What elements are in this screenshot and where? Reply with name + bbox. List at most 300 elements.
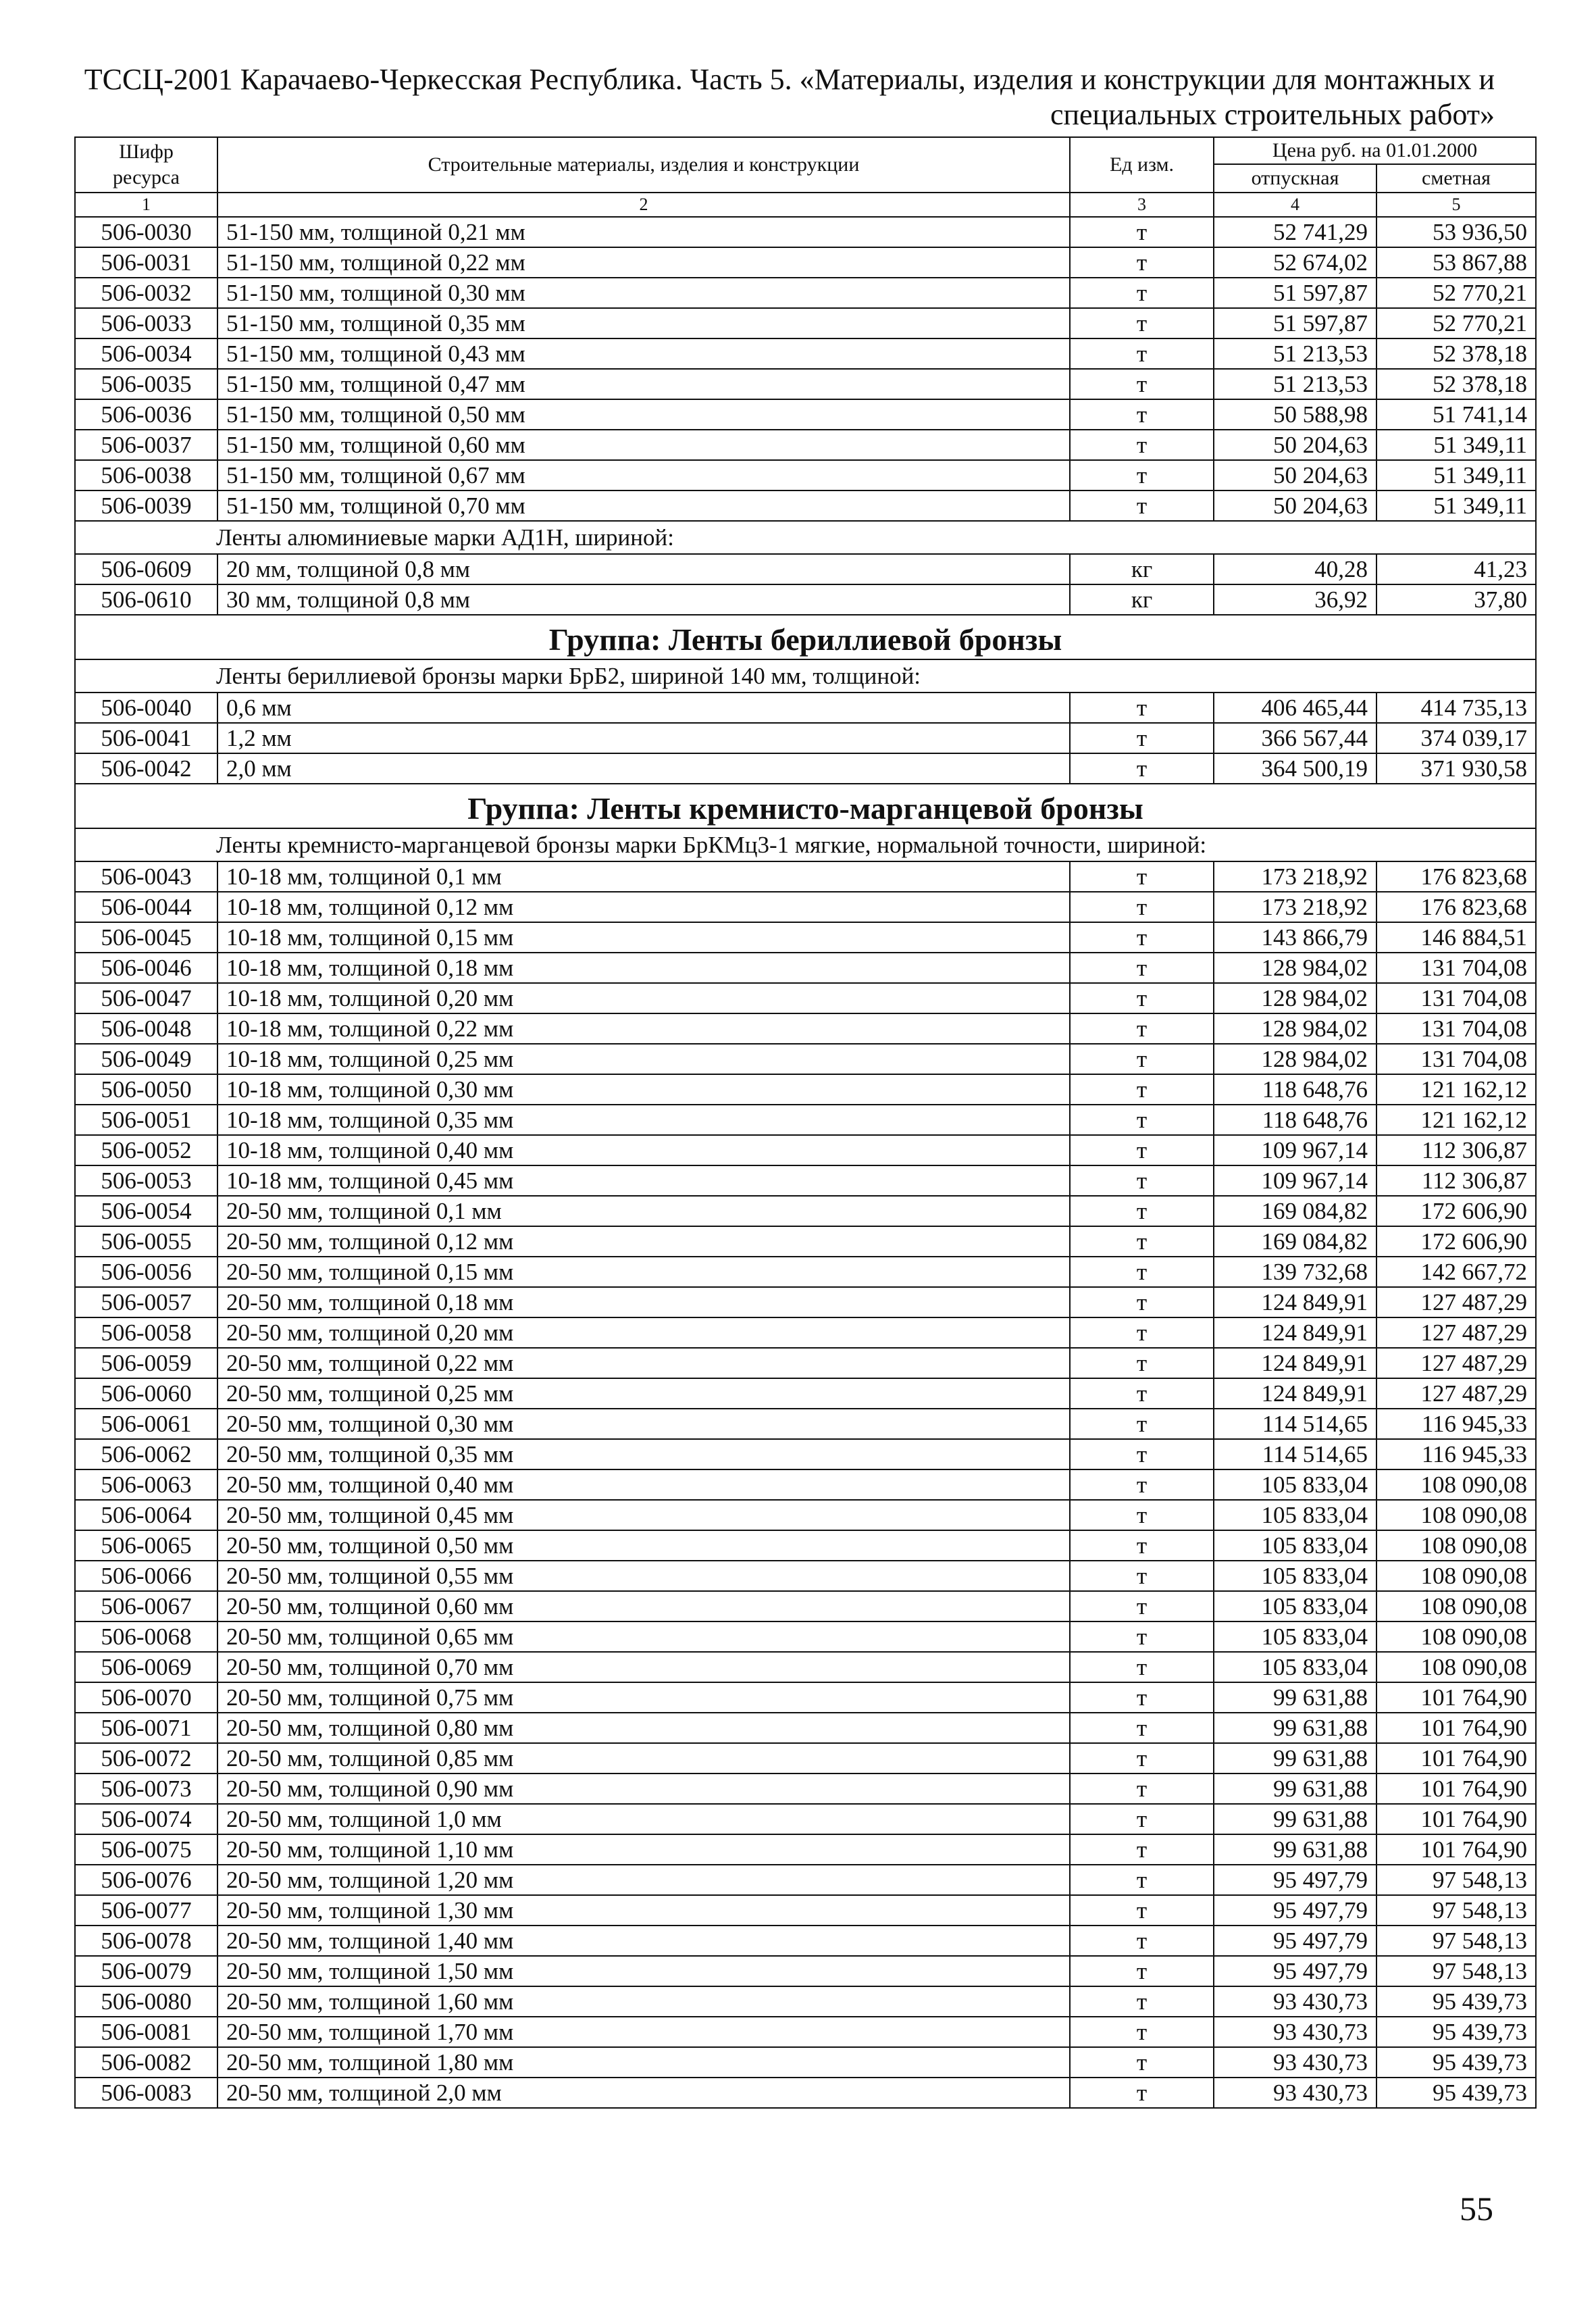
table-row (75, 723, 1536, 753)
material-name: 51-150 мм, толщиной 0,43 мм (217, 338, 1070, 369)
resource-code: 506-0079 (75, 1956, 217, 1986)
estimate-price: 37,80 (1376, 584, 1536, 615)
table-row (75, 1469, 1536, 1500)
release-price: 99 631,88 (1214, 1834, 1376, 1865)
material-name: 20-50 мм, толщиной 0,60 мм (217, 1591, 1070, 1621)
unit: т (1070, 217, 1214, 247)
unit: т (1070, 693, 1214, 723)
release-price: 124 849,91 (1214, 1317, 1376, 1348)
table-row (75, 1500, 1536, 1530)
table-row (75, 1986, 1536, 2017)
unit: т (1070, 1804, 1214, 1834)
estimate-price: 121 162,12 (1376, 1074, 1536, 1105)
estimate-price: 95 439,73 (1376, 2017, 1536, 2047)
resource-code: 506-0081 (75, 2017, 217, 2047)
table-row (75, 2017, 1536, 2047)
resource-code: 506-0075 (75, 1834, 217, 1865)
table-row (75, 1956, 1536, 1986)
unit: т (1070, 1317, 1214, 1348)
unit: т (1070, 1348, 1214, 1378)
unit: т (1070, 983, 1214, 1013)
resource-code: 506-0047 (75, 983, 217, 1013)
document-header (68, 62, 1495, 132)
release-price: 99 631,88 (1214, 1682, 1376, 1713)
unit: т (1070, 1439, 1214, 1469)
material-name: 51-150 мм, толщиной 0,35 мм (217, 308, 1070, 338)
resource-code: 506-0082 (75, 2047, 217, 2078)
table-row (75, 1774, 1536, 1804)
material-name: 20-50 мм, толщиной 0,70 мм (217, 1652, 1070, 1682)
resource-code: 506-0033 (75, 308, 217, 338)
price-table (74, 136, 1537, 2109)
unit: т (1070, 1044, 1214, 1074)
material-name: 51-150 мм, толщиной 0,67 мм (217, 460, 1070, 491)
estimate-price: 127 487,29 (1376, 1317, 1536, 1348)
material-name: 10-18 мм, толщиной 0,12 мм (217, 892, 1070, 922)
resource-code: 506-0610 (75, 584, 217, 615)
release-price: 124 849,91 (1214, 1378, 1376, 1409)
release-price: 99 631,88 (1214, 1713, 1376, 1743)
estimate-price: 101 764,90 (1376, 1834, 1536, 1865)
material-name: 20-50 мм, толщиной 2,0 мм (217, 2078, 1070, 2108)
material-name: 10-18 мм, толщиной 0,25 мм (217, 1044, 1070, 1074)
material-name: 20-50 мм, толщиной 0,12 мм (217, 1226, 1070, 1257)
estimate-price: 53 867,88 (1376, 247, 1536, 278)
resource-code: 506-0036 (75, 399, 217, 430)
release-price: 128 984,02 (1214, 1044, 1376, 1074)
material-name: 20-50 мм, толщиной 0,1 мм (217, 1196, 1070, 1226)
table-row (75, 1895, 1536, 1926)
release-price: 169 084,82 (1214, 1196, 1376, 1226)
resource-code: 506-0054 (75, 1196, 217, 1226)
estimate-price: 52 378,18 (1376, 369, 1536, 399)
unit: т (1070, 1469, 1214, 1500)
material-name: 10-18 мм, толщиной 0,18 мм (217, 953, 1070, 983)
release-price: 118 648,76 (1214, 1074, 1376, 1105)
estimate-price: 146 884,51 (1376, 922, 1536, 953)
table-row (75, 922, 1536, 953)
resource-code: 506-0069 (75, 1652, 217, 1682)
release-price: 105 833,04 (1214, 1621, 1376, 1652)
unit: т (1070, 1378, 1214, 1409)
table-row (75, 1621, 1536, 1652)
unit: кг (1070, 554, 1214, 584)
estimate-price: 41,23 (1376, 554, 1536, 584)
estimate-price: 127 487,29 (1376, 1287, 1536, 1317)
resource-code: 506-0065 (75, 1530, 217, 1561)
estimate-price: 108 090,08 (1376, 1652, 1536, 1682)
estimate-price: 127 487,29 (1376, 1378, 1536, 1409)
unit: т (1070, 1165, 1214, 1196)
unit: т (1070, 2047, 1214, 2078)
release-price: 93 430,73 (1214, 2078, 1376, 2108)
estimate-price: 97 548,13 (1376, 1895, 1536, 1926)
release-price: 143 866,79 (1214, 922, 1376, 953)
resource-code: 506-0076 (75, 1865, 217, 1895)
table-row (75, 1348, 1536, 1378)
estimate-price: 371 930,58 (1376, 753, 1536, 784)
unit: т (1070, 1865, 1214, 1895)
table-row (75, 892, 1536, 922)
release-price: 109 967,14 (1214, 1135, 1376, 1165)
unit: т (1070, 1074, 1214, 1105)
table-row (75, 369, 1536, 399)
estimate-price: 101 764,90 (1376, 1713, 1536, 1743)
estimate-price: 176 823,68 (1376, 892, 1536, 922)
estimate-price: 95 439,73 (1376, 2047, 1536, 2078)
estimate-price: 95 439,73 (1376, 2078, 1536, 2108)
release-price: 40,28 (1214, 554, 1376, 584)
estimate-price: 414 735,13 (1376, 693, 1536, 723)
material-name: 10-18 мм, толщиной 0,15 мм (217, 922, 1070, 953)
material-name: 51-150 мм, толщиной 0,50 мм (217, 399, 1070, 430)
unit: т (1070, 1834, 1214, 1865)
header-line-1: ТССЦ-2001 Карачаево-Черкесская Республика. Часть 5. «Материалы, изделия и конструкции для монтажных и (84, 63, 1495, 96)
unit: т (1070, 1013, 1214, 1044)
resource-code: 506-0055 (75, 1226, 217, 1257)
table-row (75, 1561, 1536, 1591)
table-row (75, 1652, 1536, 1682)
col-number-2: 2 (217, 193, 1070, 217)
release-price: 95 497,79 (1214, 1895, 1376, 1926)
unit: т (1070, 1287, 1214, 1317)
resource-code: 506-0050 (75, 1074, 217, 1105)
material-name: 20-50 мм, толщиной 0,65 мм (217, 1621, 1070, 1652)
material-name: 20-50 мм, толщиной 0,45 мм (217, 1500, 1070, 1530)
unit: т (1070, 338, 1214, 369)
table-row (75, 2078, 1536, 2108)
estimate-price: 131 704,08 (1376, 953, 1536, 983)
estimate-price: 52 770,21 (1376, 308, 1536, 338)
resource-code: 506-0061 (75, 1409, 217, 1439)
material-name: 51-150 мм, толщиной 0,30 мм (217, 278, 1070, 308)
table-row (75, 1105, 1536, 1135)
estimate-price: 112 306,87 (1376, 1165, 1536, 1196)
header-release-price: отпускная (1214, 164, 1376, 193)
resource-code: 506-0058 (75, 1317, 217, 1348)
resource-code: 506-0067 (75, 1591, 217, 1621)
material-name: 10-18 мм, толщиной 0,1 мм (217, 861, 1070, 892)
unit: т (1070, 1226, 1214, 1257)
release-price: 99 631,88 (1214, 1743, 1376, 1774)
material-name: 51-150 мм, толщиной 0,47 мм (217, 369, 1070, 399)
table-row (75, 278, 1536, 308)
estimate-price: 172 606,90 (1376, 1226, 1536, 1257)
estimate-price: 52 378,18 (1376, 338, 1536, 369)
unit: т (1070, 861, 1214, 892)
header-estimate-price: сметная (1376, 164, 1536, 193)
unit: т (1070, 1196, 1214, 1226)
material-name: 20-50 мм, толщиной 1,70 мм (217, 2017, 1070, 2047)
release-price: 95 497,79 (1214, 1926, 1376, 1956)
material-name: 10-18 мм, толщиной 0,45 мм (217, 1165, 1070, 1196)
release-price: 93 430,73 (1214, 2017, 1376, 2047)
resource-code: 506-0035 (75, 369, 217, 399)
estimate-price: 97 548,13 (1376, 1956, 1536, 1986)
material-name: 20-50 мм, толщиной 1,80 мм (217, 2047, 1070, 2078)
header-unit: Ед изм. (1070, 137, 1214, 193)
release-price: 105 833,04 (1214, 1530, 1376, 1561)
subheading-row (75, 828, 1536, 861)
resource-code: 506-0039 (75, 491, 217, 521)
table-row (75, 1226, 1536, 1257)
material-name: 20-50 мм, толщиной 0,15 мм (217, 1257, 1070, 1287)
material-name: 20-50 мм, толщиной 1,0 мм (217, 1804, 1070, 1834)
material-name: 20-50 мм, толщиной 0,40 мм (217, 1469, 1070, 1500)
release-price: 52 674,02 (1214, 247, 1376, 278)
table-row (75, 1530, 1536, 1561)
resource-code: 506-0038 (75, 460, 217, 491)
resource-code: 506-0078 (75, 1926, 217, 1956)
table-row (75, 1165, 1536, 1196)
unit: т (1070, 1135, 1214, 1165)
release-price: 128 984,02 (1214, 953, 1376, 983)
resource-code: 506-0046 (75, 953, 217, 983)
resource-code: 506-0609 (75, 554, 217, 584)
group-heading: Группа: Ленты кремнисто-марганцевой бронзы (75, 784, 1536, 828)
release-price: 124 849,91 (1214, 1348, 1376, 1378)
material-name: 1,2 мм (217, 723, 1070, 753)
unit: т (1070, 278, 1214, 308)
material-name: 20-50 мм, толщиной 0,50 мм (217, 1530, 1070, 1561)
estimate-price: 116 945,33 (1376, 1439, 1536, 1469)
release-price: 95 497,79 (1214, 1956, 1376, 1986)
release-price: 50 204,63 (1214, 430, 1376, 460)
header-line-2: специальных строительных работ» (1050, 98, 1495, 131)
table-row (75, 1682, 1536, 1713)
unit: т (1070, 1774, 1214, 1804)
material-name: 0,6 мм (217, 693, 1070, 723)
table-row (75, 693, 1536, 723)
material-name: 20-50 мм, толщиной 0,80 мм (217, 1713, 1070, 1743)
estimate-price: 95 439,73 (1376, 1986, 1536, 2017)
resource-code: 506-0034 (75, 338, 217, 369)
release-price: 51 597,87 (1214, 278, 1376, 308)
material-name: 20-50 мм, толщиной 1,10 мм (217, 1834, 1070, 1865)
estimate-price: 108 090,08 (1376, 1469, 1536, 1500)
estimate-price: 176 823,68 (1376, 861, 1536, 892)
group-heading-row (75, 615, 1536, 659)
release-price: 109 967,14 (1214, 1165, 1376, 1196)
resource-code: 506-0057 (75, 1287, 217, 1317)
resource-code: 506-0048 (75, 1013, 217, 1044)
group-heading-row (75, 784, 1536, 828)
unit: т (1070, 1713, 1214, 1743)
table-row (75, 491, 1536, 521)
release-price: 105 833,04 (1214, 1561, 1376, 1591)
table-row (75, 1834, 1536, 1865)
material-name: 20-50 мм, толщиной 1,60 мм (217, 1986, 1070, 2017)
table-row (75, 1013, 1536, 1044)
unit: т (1070, 1500, 1214, 1530)
subheading: Ленты бериллиевой бронзы марки БрБ2, шириной 140 мм, толщиной: (75, 659, 1536, 693)
estimate-price: 131 704,08 (1376, 1013, 1536, 1044)
release-price: 406 465,44 (1214, 693, 1376, 723)
subheading: Ленты кремнисто-марганцевой бронзы марки БрКМц3-1 мягкие, нормальной точности, шириной: (75, 828, 1536, 861)
table-row (75, 399, 1536, 430)
material-name: 20-50 мм, толщиной 0,75 мм (217, 1682, 1070, 1713)
release-price: 95 497,79 (1214, 1865, 1376, 1895)
unit: т (1070, 2078, 1214, 2108)
release-price: 50 204,63 (1214, 491, 1376, 521)
table-row (75, 1287, 1536, 1317)
release-price: 118 648,76 (1214, 1105, 1376, 1135)
table-row (75, 247, 1536, 278)
table-row (75, 584, 1536, 615)
estimate-price: 53 936,50 (1376, 217, 1536, 247)
estimate-price: 116 945,33 (1376, 1409, 1536, 1439)
resource-code: 506-0080 (75, 1986, 217, 2017)
table-row (75, 2047, 1536, 2078)
material-name: 20-50 мм, толщиной 1,20 мм (217, 1865, 1070, 1895)
unit: т (1070, 399, 1214, 430)
material-name: 20-50 мм, толщиной 0,30 мм (217, 1409, 1070, 1439)
unit: т (1070, 1591, 1214, 1621)
table-row (75, 1135, 1536, 1165)
unit: т (1070, 1561, 1214, 1591)
estimate-price: 101 764,90 (1376, 1743, 1536, 1774)
table-row (75, 1409, 1536, 1439)
release-price: 105 833,04 (1214, 1652, 1376, 1682)
release-price: 36,92 (1214, 584, 1376, 615)
estimate-price: 131 704,08 (1376, 983, 1536, 1013)
material-name: 20-50 мм, толщиной 0,55 мм (217, 1561, 1070, 1591)
material-name: 10-18 мм, толщиной 0,30 мм (217, 1074, 1070, 1105)
material-name: 20-50 мм, толщиной 0,90 мм (217, 1774, 1070, 1804)
unit: т (1070, 1409, 1214, 1439)
table-row (75, 1713, 1536, 1743)
table-row (75, 1439, 1536, 1469)
release-price: 114 514,65 (1214, 1439, 1376, 1469)
table-row (75, 217, 1536, 247)
material-name: 51-150 мм, толщиной 0,22 мм (217, 247, 1070, 278)
resource-code: 506-0060 (75, 1378, 217, 1409)
unit: т (1070, 892, 1214, 922)
unit: т (1070, 1257, 1214, 1287)
table-row (75, 953, 1536, 983)
resource-code: 506-0066 (75, 1561, 217, 1591)
estimate-price: 108 090,08 (1376, 1500, 1536, 1530)
resource-code: 506-0045 (75, 922, 217, 953)
table-row (75, 753, 1536, 784)
release-price: 169 084,82 (1214, 1226, 1376, 1257)
unit: т (1070, 1986, 1214, 2017)
table-row (75, 460, 1536, 491)
unit: т (1070, 953, 1214, 983)
resource-code: 506-0056 (75, 1257, 217, 1287)
resource-code: 506-0049 (75, 1044, 217, 1074)
estimate-price: 51 741,14 (1376, 399, 1536, 430)
resource-code: 506-0037 (75, 430, 217, 460)
material-name: 30 мм, толщиной 0,8 мм (217, 584, 1070, 615)
table-row (75, 861, 1536, 892)
header-name: Строительные материалы, изделия и конструкции (217, 137, 1070, 193)
table-row (75, 1804, 1536, 1834)
release-price: 93 430,73 (1214, 2047, 1376, 2078)
material-name: 20-50 мм, толщиной 0,35 мм (217, 1439, 1070, 1469)
page-number: 55 (1460, 2190, 1493, 2228)
release-price: 105 833,04 (1214, 1469, 1376, 1500)
resource-code: 506-0041 (75, 723, 217, 753)
unit: т (1070, 1530, 1214, 1561)
unit: т (1070, 1895, 1214, 1926)
resource-code: 506-0052 (75, 1135, 217, 1165)
resource-code: 506-0077 (75, 1895, 217, 1926)
estimate-price: 172 606,90 (1376, 1196, 1536, 1226)
estimate-price: 97 548,13 (1376, 1865, 1536, 1895)
resource-code: 506-0073 (75, 1774, 217, 1804)
material-name: 20 мм, толщиной 0,8 мм (217, 554, 1070, 584)
release-price: 51 213,53 (1214, 369, 1376, 399)
resource-code: 506-0068 (75, 1621, 217, 1652)
release-price: 99 631,88 (1214, 1774, 1376, 1804)
group-heading: Группа: Ленты бериллиевой бронзы (75, 615, 1536, 659)
material-name: 20-50 мм, толщиной 1,40 мм (217, 1926, 1070, 1956)
estimate-price: 101 764,90 (1376, 1774, 1536, 1804)
material-name: 20-50 мм, толщиной 0,85 мм (217, 1743, 1070, 1774)
unit: т (1070, 491, 1214, 521)
release-price: 99 631,88 (1214, 1804, 1376, 1834)
estimate-price: 101 764,90 (1376, 1804, 1536, 1834)
estimate-price: 112 306,87 (1376, 1135, 1536, 1165)
table-row (75, 1926, 1536, 1956)
release-price: 364 500,19 (1214, 753, 1376, 784)
unit: т (1070, 2017, 1214, 2047)
resource-code: 506-0083 (75, 2078, 217, 2108)
unit: т (1070, 308, 1214, 338)
release-price: 50 204,63 (1214, 460, 1376, 491)
resource-code: 506-0064 (75, 1500, 217, 1530)
release-price: 366 567,44 (1214, 723, 1376, 753)
release-price: 52 741,29 (1214, 217, 1376, 247)
table-row (75, 1196, 1536, 1226)
material-name: 2,0 мм (217, 753, 1070, 784)
estimate-price: 51 349,11 (1376, 430, 1536, 460)
unit: т (1070, 247, 1214, 278)
table-row (75, 983, 1536, 1013)
material-name: 10-18 мм, толщиной 0,40 мм (217, 1135, 1070, 1165)
release-price: 105 833,04 (1214, 1500, 1376, 1530)
resource-code: 506-0042 (75, 753, 217, 784)
resource-code: 506-0062 (75, 1439, 217, 1469)
subheading-row (75, 659, 1536, 693)
unit: т (1070, 1956, 1214, 1986)
material-name: 20-50 мм, толщиной 1,30 мм (217, 1895, 1070, 1926)
table-row (75, 1044, 1536, 1074)
col-number-1: 1 (75, 193, 217, 217)
table-row (75, 308, 1536, 338)
unit: т (1070, 1743, 1214, 1774)
material-name: 10-18 мм, толщиной 0,35 мм (217, 1105, 1070, 1135)
table-row (75, 554, 1536, 584)
estimate-price: 101 764,90 (1376, 1682, 1536, 1713)
release-price: 50 588,98 (1214, 399, 1376, 430)
resource-code: 506-0030 (75, 217, 217, 247)
resource-code: 506-0063 (75, 1469, 217, 1500)
release-price: 128 984,02 (1214, 1013, 1376, 1044)
subheading: Ленты алюминиевые марки АД1Н, шириной: (75, 521, 1536, 554)
estimate-price: 97 548,13 (1376, 1926, 1536, 1956)
release-price: 124 849,91 (1214, 1287, 1376, 1317)
release-price: 51 213,53 (1214, 338, 1376, 369)
estimate-price: 121 162,12 (1376, 1105, 1536, 1135)
resource-code: 506-0044 (75, 892, 217, 922)
resource-code: 506-0051 (75, 1105, 217, 1135)
resource-code: 506-0031 (75, 247, 217, 278)
release-price: 93 430,73 (1214, 1986, 1376, 2017)
resource-code: 506-0071 (75, 1713, 217, 1743)
estimate-price: 374 039,17 (1376, 723, 1536, 753)
